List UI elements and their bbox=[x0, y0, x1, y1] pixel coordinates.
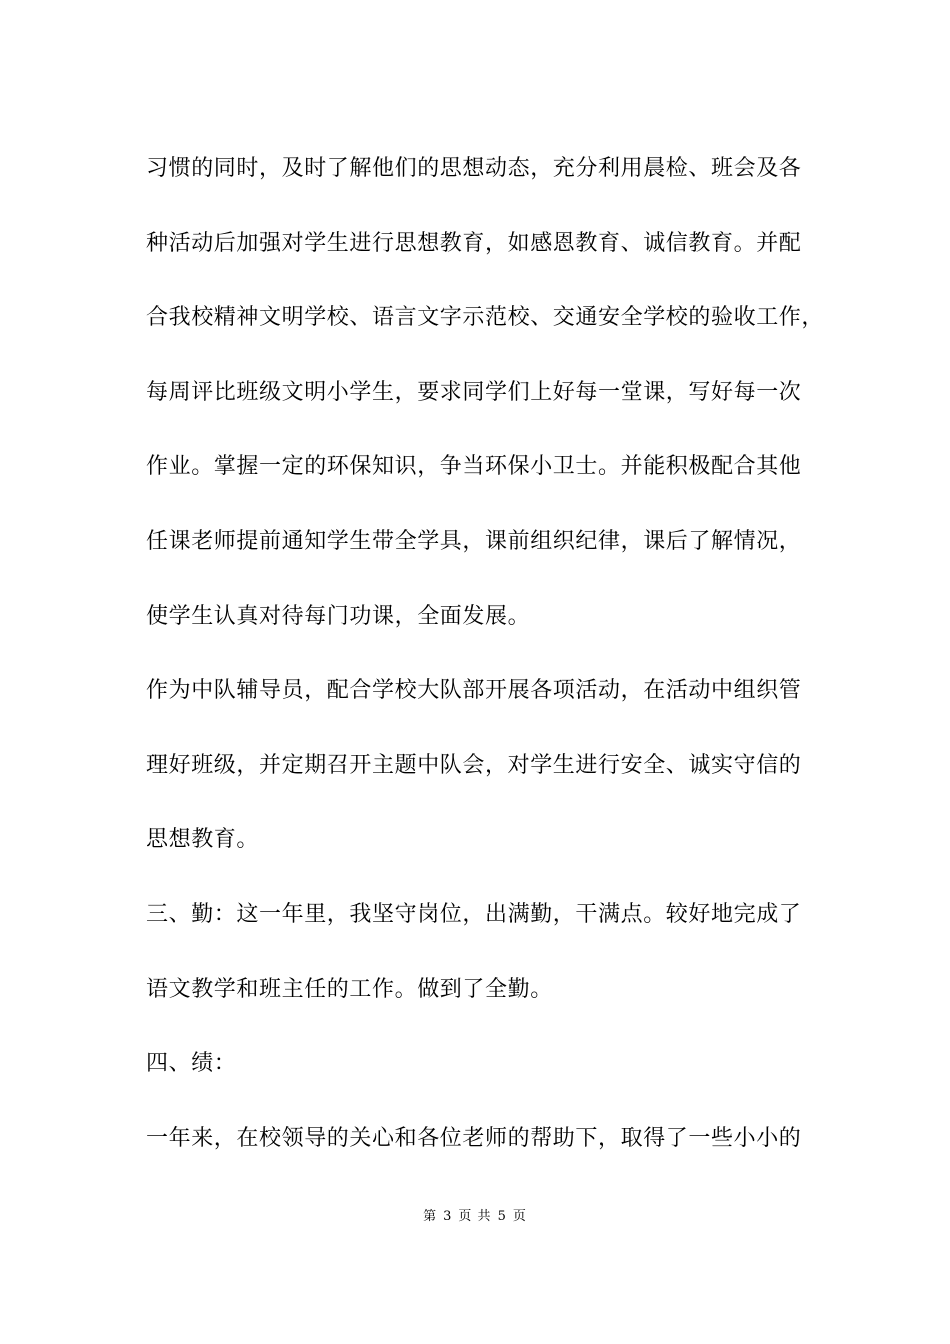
text-line: 四、绩： bbox=[146, 1051, 237, 1077]
body-text bbox=[146, 132, 826, 1176]
text-line: 合我校精神文明学校、语言文字示范校、交通安全学校的验收工作， bbox=[146, 305, 825, 331]
footer-total-pages: 5 bbox=[497, 1209, 507, 1224]
text-line: 作为中队辅导员，配合学校大队部开展各项活动，在活动中组织管 bbox=[146, 678, 802, 704]
text-line: 种活动后加强对学生进行思想教育，如感恩教育、诚信教育。并配 bbox=[146, 230, 802, 256]
footer-suffix: 页 bbox=[512, 1209, 527, 1224]
footer-middle: 页 共 bbox=[458, 1209, 492, 1224]
footer-prefix: 第 bbox=[423, 1209, 438, 1224]
text-line: 任课老师提前通知学生带全学具，课前组织纪律，课后了解情况， bbox=[146, 528, 802, 554]
text-line: 语文教学和班主任的工作。做到了全勤。 bbox=[146, 976, 553, 1002]
text-line: 三、勤：这一年里，我坚守岗位，出满勤，干满点。较好地完成了 bbox=[146, 901, 802, 927]
text-line: 每周评比班级文明小学生，要求同学们上好每一堂课，写好每一次 bbox=[146, 379, 802, 405]
text-line: 作业。掌握一定的环保知识，争当环保小卫士。并能积极配合其他 bbox=[146, 454, 802, 480]
text-line: 一年来，在校领导的关心和各位老师的帮助下，取得了一些小小的 bbox=[146, 1125, 802, 1151]
text-line: 思想教育。 bbox=[146, 827, 260, 853]
footer-current-page: 3 bbox=[443, 1209, 453, 1224]
text-line: 理好班级，并定期召开主题中队会，对学生进行安全、诚实守信的 bbox=[146, 752, 802, 778]
page-footer bbox=[0, 1208, 950, 1226]
text-line: 习惯的同时，及时了解他们的思想动态，充分利用晨检、班会及各 bbox=[146, 156, 802, 181]
text-line: 使学生认真对待每门功课，全面发展。 bbox=[146, 603, 531, 629]
